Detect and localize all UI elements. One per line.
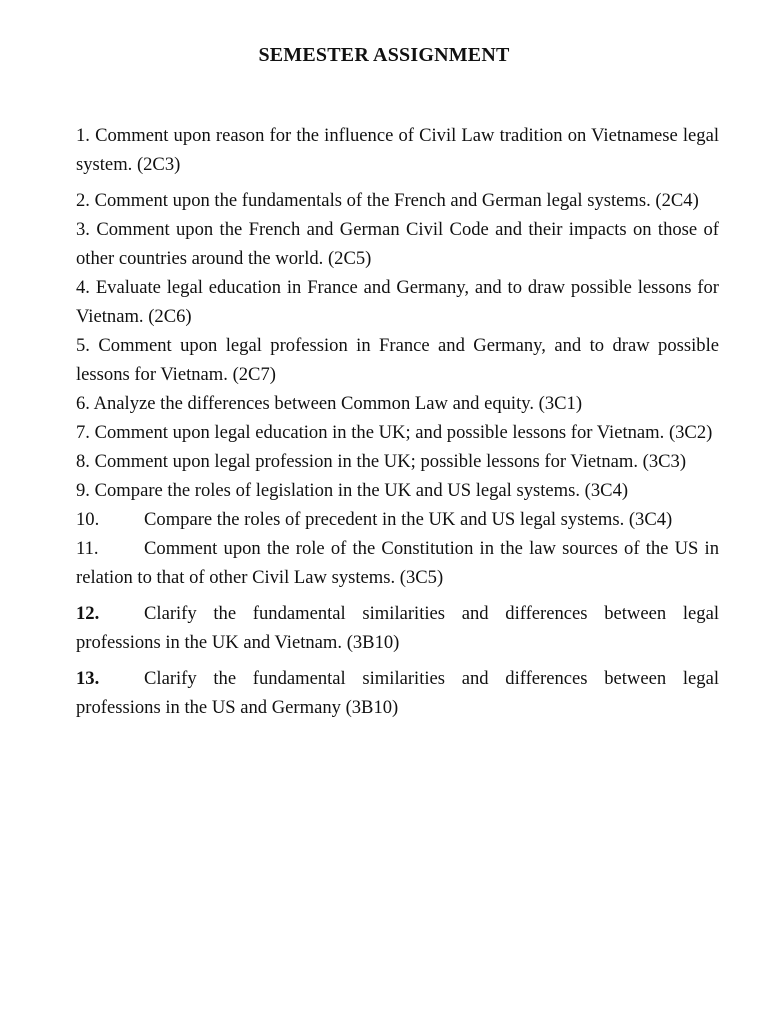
item-number: 6. (76, 393, 90, 414)
item-number: 4. (76, 277, 90, 298)
item-text: Comment upon the role of the Constitution in the law sources of the US in relation to that of other Civil Law systems. (3C5) (76, 538, 719, 588)
list-item (76, 418, 719, 447)
item-number: 10. (76, 509, 100, 530)
item-text: Comment upon legal profession in France and Germany, and to draw possible lessons for Vietnam. (2C7) (76, 335, 719, 385)
list-item (76, 331, 719, 389)
list-item (76, 599, 719, 657)
item-number: 8. (76, 451, 90, 472)
item-text: Comment upon legal education in the UK; and possible lessons for Vietnam. (3C2) (94, 422, 713, 443)
list-item (76, 186, 719, 215)
list-item (76, 476, 719, 505)
item-text: Analyze the differences between Common Law and equity. (3C1) (93, 393, 583, 414)
list-item (76, 534, 719, 592)
item-text: Comment upon reason for the influence of Civil Law tradition on Vietnamese legal system. (2C3) (76, 125, 720, 175)
list-item (76, 121, 719, 179)
list-item (76, 447, 719, 476)
item-number: 7. (76, 422, 90, 443)
item-number: 2. (76, 190, 90, 211)
item-text: Clarify the fundamental similarities and differences between legal professions in the UK and Vietnam. (3B10) (76, 603, 719, 653)
item-text: Clarify the fundamental similarities and differences between legal professions in the US and Germany (3B10) (76, 668, 719, 718)
item-text: Evaluate legal education in France and Germany, and to draw possible lessons for Vietnam. (2C6) (76, 277, 719, 327)
item-text: Comment upon the fundamentals of the French and German legal systems. (2C4) (94, 190, 699, 211)
list-item (76, 664, 719, 722)
item-text: Compare the roles of legislation in the UK and US legal systems. (3C4) (94, 480, 629, 501)
item-number: 1. (76, 125, 90, 146)
list-item (76, 273, 719, 331)
list-item (76, 505, 719, 534)
list-item (76, 389, 719, 418)
item-text: Comment upon the French and German Civil Code and their impacts on those of other countries around the world. (2C5) (76, 219, 719, 269)
item-number: 13. (76, 668, 100, 689)
assignment-list (76, 121, 719, 722)
item-number: 9. (76, 480, 90, 501)
item-text: Compare the roles of precedent in the UK and US legal systems. (3C4) (144, 509, 673, 530)
item-number: 3. (76, 219, 90, 240)
item-number: 12. (76, 603, 100, 624)
item-text: Comment upon legal profession in the UK; possible lessons for Vietnam. (3C3) (94, 451, 687, 472)
list-item (76, 215, 719, 273)
item-number: 11. (76, 538, 99, 559)
page-title: SEMESTER ASSIGNMENT (258, 44, 510, 66)
item-number: 5. (76, 335, 90, 356)
